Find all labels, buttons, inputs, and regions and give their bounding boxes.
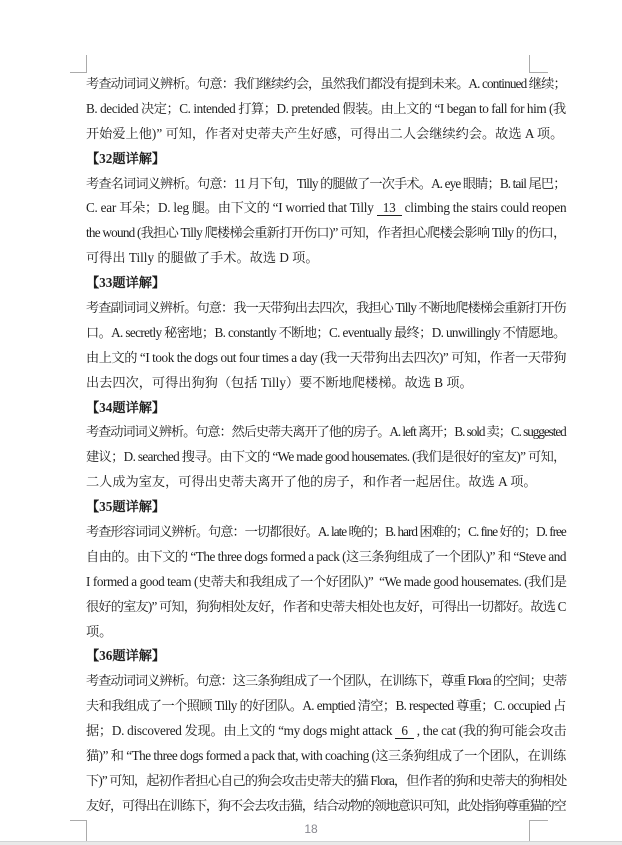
text-boundary-mark-top-right (529, 55, 548, 73)
section-heading: 【33题详解】 (86, 275, 166, 291)
text-line: 口。A. secretly 秘密地；B. constantly 不断地；C. eventually 最终；D. unwillingly 不情愿地。 (86, 324, 566, 340)
section-heading: 【32题详解】 (86, 150, 166, 166)
text-line: 可得出 Tilly 的腿做了手术。故选 D 项。 (86, 250, 319, 266)
page-number: 18 (304, 822, 318, 836)
text-line: 考查动词词义辨析。句意：这三条狗组成了一个团队，在训练下，尊重 Flora 的空间；史蒂 (86, 673, 567, 689)
text-line: 建议；D. searched 搜寻。由下文的 “We made good housemates. (我们是很好的室友)” 可知， (86, 449, 566, 465)
text-segment: climbing the stairs could reopen (401, 200, 567, 216)
text-line (86, 196, 566, 221)
text-line: 由上文的 “I took the dogs out four times a day (我一天带狗出去四次)” 可知，作者一天带狗 (86, 349, 567, 365)
text-line: 项。 (86, 623, 113, 639)
text-line: 下)” 可知，起初作者担心自己的狗会攻击史蒂夫的猫 Flora，但作者的狗和史蒂夫的狗相处 (86, 772, 567, 788)
text-boundary-mark-top-left (70, 55, 87, 73)
text-line: 二人成为室友，可得出史蒂夫离开了他的房子，和作者一起居住。故选 A 项。 (86, 474, 537, 490)
section-heading: 【34题详解】 (86, 399, 166, 415)
text-line: 考查名词词义辨析。句意：11 月下旬，Tilly 的腿做了一次手术。A. eye 眼睛；B. tail 尾巴； (86, 175, 566, 191)
text-line: the wound (我担心 Tilly 爬楼梯会重新打开伤口)” 可知，作者担心爬楼会影响 Tilly 的伤口， (86, 225, 566, 241)
text-line: 夫和我组成了一个照顾 Tilly 的好团队。A. emptied 清空；B. respected 尊重；C. occupied 占 (86, 698, 566, 714)
text-line: 友好，可得出在训练下，狗不会去攻击猫，结合动物的领地意识可知，此处指狗尊重猫的空 (86, 797, 566, 813)
text-line: 考查动词词义辨析。句意：我们继续约会，虽然我们都没有提到未来。A. continued 继续； (86, 76, 566, 91)
text-line: 很好的室友)” 可知，狗狗相处友好，作者和史蒂夫相处也友好，可得出一切都好。故选 C (86, 598, 566, 614)
text-line: 出去四次，可得出狗狗（包括 Tilly）要不断地爬楼梯。故选 B 项。 (86, 374, 473, 390)
page-edge-strip (0, 841, 622, 845)
text-line: I formed a good team (史蒂夫和我组成了一个好团队)” “We made good housemates. (我们是 (86, 573, 567, 589)
text-line: 考查形容词词义辨析。句意：一切都很好。A. late 晚的；B. hard 困难的；C. fine 好的；D. free (86, 524, 566, 540)
text-line: 猫)” 和 “The three dogs formed a pack that, with coaching (这三条狗组成了一个团队，在训练 (86, 748, 566, 764)
text-line: 考查动词词义辨析。句意：然后史蒂夫离开了他的房子。A. left 离开；B. sold 卖；C. suggested (86, 424, 566, 440)
text-segment: 据；D. discovered 发现。由上文的 “my dogs might attack (86, 723, 396, 739)
text-segment: , the cat (我的狗可能会攻击 (413, 723, 567, 739)
text-line (86, 719, 566, 744)
text-line: 开始爱上他)” 可知，作者对史蒂夫产生好感，可得出二人会继续约会。故选 A 项。 (86, 125, 564, 141)
text-line: 自由的。由下文的 “The three dogs formed a pack (这三条狗组成了一个团队)” 和 “Steve and (86, 548, 566, 564)
text-segment: C. ear 耳朵；D. leg 腿。由下文的 “I worried that Tilly (86, 200, 377, 216)
blank-answer-underline: 13 (376, 200, 402, 216)
document-content (86, 72, 566, 819)
section-heading: 【35题详解】 (86, 499, 166, 515)
section-heading: 【36题详解】 (86, 648, 166, 664)
blank-answer-underline: 6 (395, 723, 414, 739)
text-line: 考查副词词义辨析。句意：我一天带狗出去四次，我担心 Tilly 不断地爬楼梯会重新打开伤 (86, 300, 566, 316)
text-line: B. decided 决定；C. intended 打算；D. pretended 假装。由上文的 “I began to fall for him (我 (86, 100, 566, 116)
